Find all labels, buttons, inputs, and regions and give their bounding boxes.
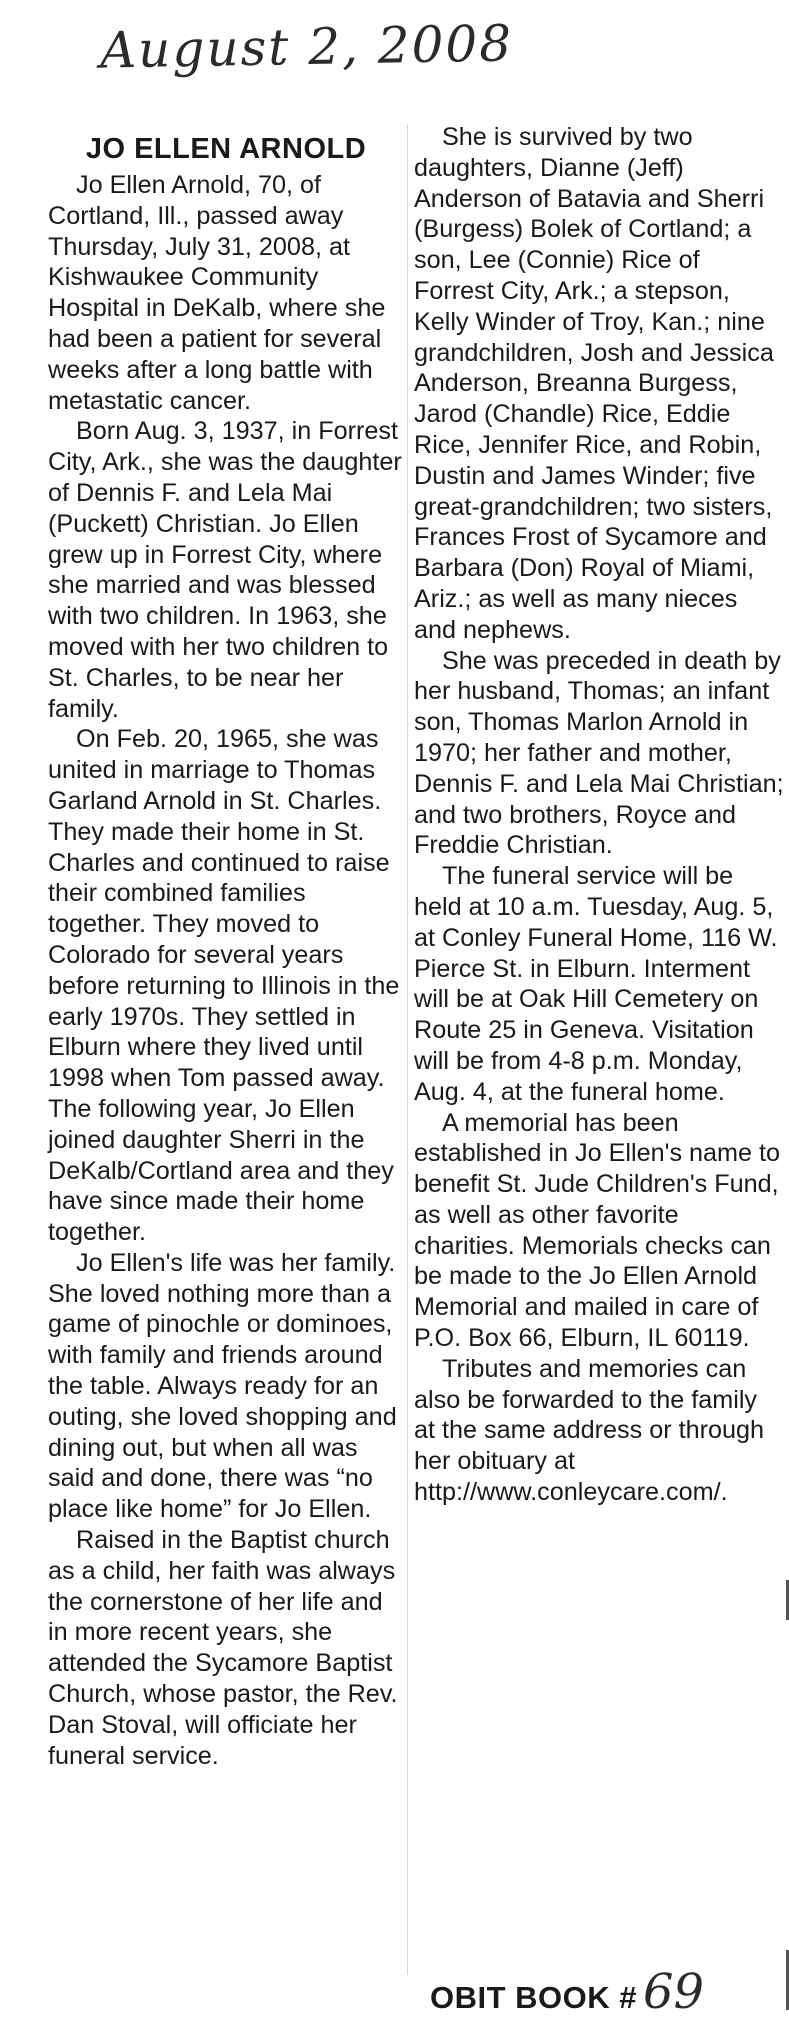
paragraph-memorial: A memorial has been established in Jo Ellen's name to benefit St. Jude Children's Fund, as well as other favorite charities. Memorials checks can be made to the Jo Ellen Arnold Memorial and mailed in care of P.O. Box 66, Elburn, IL 60119. [414, 1108, 781, 1353]
paragraph-faith: Raised in the Baptist church as a child, her faith was always the cornerstone of her life and in more recent years, she attended the Sycamore Baptist Church, whose pastor, the Rev. Dan Stoval, will officiate her funeral service. [48, 1526, 398, 1770]
paragraph-tributes: Tributes and memories can also be forwarded to the family at the same address or through her obituary at http://www.conleycare.com/. [414, 1354, 765, 1507]
left-column [48, 122, 404, 1771]
column-divider [407, 125, 408, 1975]
paragraph-family-life: Jo Ellen's life was her family. She loved nothing more than a game of pinochle or dominoes, with family and friends around the table. Always ready for an outing, she loved shopping and dining out, but when all was said and done, there was “no place like home” for Jo Ellen. [48, 1248, 397, 1524]
paragraph-death-notice: Jo Ellen Arnold, 70, of Cortland, Ill., passed away Thursday, July 31, 2008, at Kishwaukee Community Hospital in DeKalb, where she had been a patient for several weeks after a long battle with metastatic cancer. [48, 171, 386, 415]
paragraph-survivors: She is survived by two daughters, Dianne (Jeff) Anderson of Batavia and Sherri (Burgess) Bolek of Cortland; a son, Lee (Connie) Rice of Forrest City, Ark.; a stepson, Kelly Winder of Troy, Kan.; nine grandchildren, Josh and Jessica Anderson, Breanna Burgess, Jarod (Chandle) Rice, Eddie Rice, Jennifer Rice, and Robin, Dustin and James Winder; five great-grandchildren; two sisters, Frances Frost of Sycamore and Barbara (Don) Royal of Miami, Ariz.; as well as many nieces and nephews. [414, 123, 774, 644]
handwritten-date: August 2, 2008 [99, 14, 514, 80]
obit-book-label: OBIT BOOK # [430, 1980, 638, 2015]
paragraph-early-life: Born Aug. 3, 1937, in Forrest City, Ark., she was the daughter of Dennis F. and Lela Mai (Puckett) Christian. Jo Ellen grew up in Forrest City, where she married and was blessed with two children. In 1963, she moved with her two children to St. Charles, to be near her family. [48, 417, 402, 723]
paragraph-preceded-in-death: She was preceded in death by her husband, Thomas; an infant son, Thomas Marlon Arnold in 1970; her father and mother, Dennis F. and Lela Mai Christian; and two brothers, Royce and Freddie Christian. [414, 646, 784, 860]
right-column [414, 122, 784, 1508]
obit-book-stamp [430, 1964, 704, 2020]
paragraph-marriage: On Feb. 20, 1965, she was united in marriage to Thomas Garland Arnold in St. Charles. They made their home in St. Charles and continued to raise their combined families together. They moved to Colorado for several years before returning to Illinois in the early 1970s. They settled in Elburn where they lived until 1998 when Tom passed away. The following year, Jo Ellen joined daughter Sherri in the DeKalb/Cortland area and they have since made their home together. [48, 725, 400, 1247]
obituary-headline: JO ELLEN ARNOLD [85, 133, 367, 165]
obit-book-number: 69 [643, 1964, 705, 2020]
paragraph-funeral-service: The funeral service will be held at 10 a.m. Tuesday, Aug. 5, at Conley Funeral Home, 116 W. Pierce St. in Elburn. Interment will be at Oak Hill Cemetery on Route 25 in Geneva. Visitation will be from 4-8 p.m. Monday, Aug. 4, at the funeral home. [414, 862, 778, 1106]
